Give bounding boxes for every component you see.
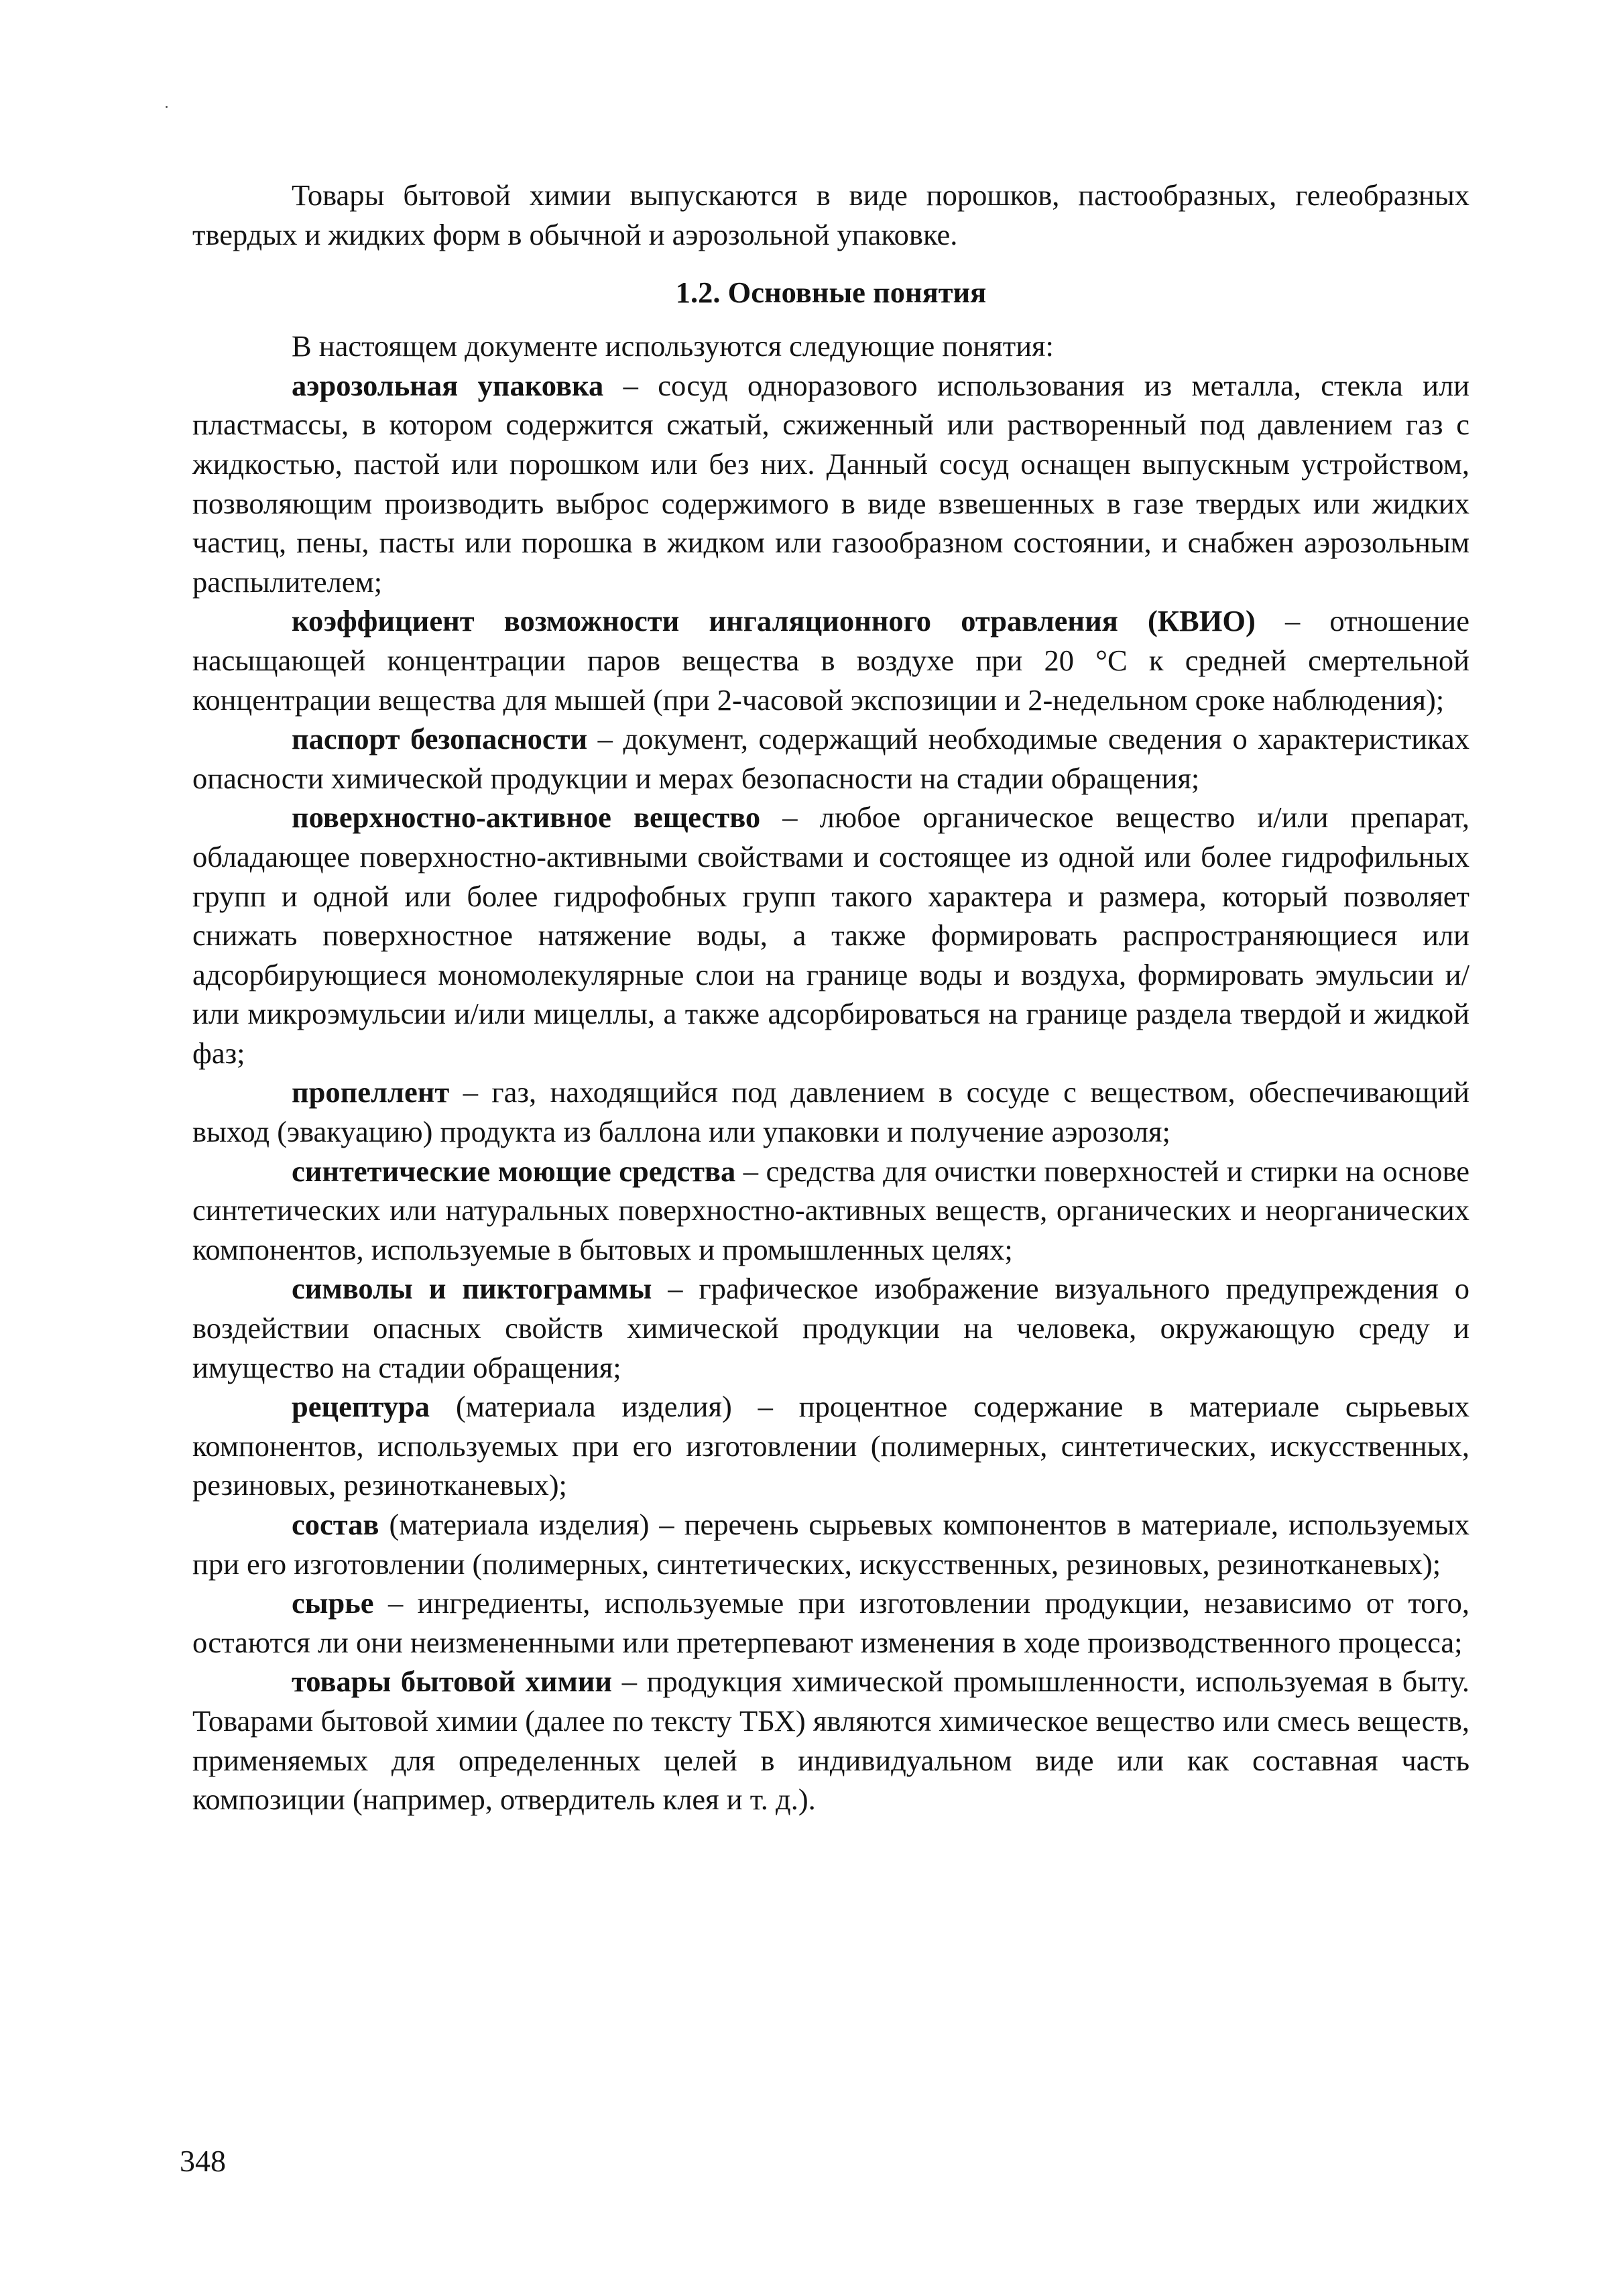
definition-text: – газ, находящийся под давлением в сосуде с веществом, обеспечивающий выход (эвакуацию) продукта из баллона или упаковки и получение аэрозоля;	[192, 1075, 1469, 1149]
definition-term: синтетические моющие средства	[292, 1154, 736, 1188]
definition-term: рецептура	[292, 1390, 430, 1424]
definition-text: – любое органическое вещество и/или препарат, обладающее поверхностно-активными свойствами и состоящее из одной или более гидрофильных групп и одной или более гидрофобных групп такого характера и размера, который позволяет снижать поверхностное натяжение воды, а также формировать распространяющиеся или адсорбирующиеся мономолекулярные слои на границе воды и воздуха, формировать эмульсии и/или микроэмульсии и/или мицеллы, а также адсорбироваться на границе раздела твердой и жидкой фаз;	[192, 800, 1469, 1070]
definition-text: – ингредиенты, используемые при изготовлении продукции, независимо от того, остаются ли они неизмененными или претерпевают изменения в ходе производственного процесса;	[192, 1586, 1469, 1659]
definition-text: (материала изделия) – перечень сырьевых компонентов в материале, используемых при его изготовлении (полимерных, синтетических, искусственных, резиновых, резинотканевых);	[192, 1508, 1469, 1581]
definition-paragraph	[192, 1583, 1469, 1662]
definition-text: – документ, содержащий необходимые сведения о характеристиках опасности химической продукции и мерах безопасности на стадии обращения;	[192, 722, 1469, 795]
definition-term: аэрозольная упаковка	[292, 368, 604, 402]
definition-text: – отношение насыщающей концентрации паров вещества в воздухе при 20 °С к средней смертельной концентрации вещества для мышей (при 2-часовой экспозиции и 2-недельном сроке наблюдения);	[192, 604, 1469, 717]
definition-paragraph	[192, 1269, 1469, 1387]
lead-paragraph: В настоящем документе используются следующие понятия:	[292, 329, 1054, 363]
definition-paragraph	[192, 798, 1469, 1073]
definition-term: поверхностно-активное вещество	[292, 800, 761, 835]
definition-text: (материала изделия) – процентное содержание в материале сырьевых компонентов, используемых при его изготовлении (полимерных, синтетических, искусственных, резиновых, резинотканевых);	[192, 1390, 1469, 1502]
definition-term: символы и пиктограммы	[292, 1272, 652, 1306]
definition-paragraph	[192, 1152, 1469, 1270]
definition-text: – продукция химической промышленности, используемая в быту. Товарами бытовой химии (далее по тексту ТБХ) являются химическое вещество или смесь веществ, применяемых для определенных целей в индивидуальном виде или как составная часть композиции (например, отвердитель клея и т. д.).	[192, 1665, 1469, 1817]
definition-paragraph	[192, 1073, 1469, 1151]
page-body	[192, 176, 1469, 1819]
definition-term: паспорт безопасности	[292, 722, 588, 756]
section-heading: 1.2. Основные понятия	[675, 276, 987, 310]
definition-paragraph	[192, 1505, 1469, 1583]
definition-term: товары бытовой химии	[292, 1665, 613, 1699]
definition-paragraph	[192, 1387, 1469, 1505]
definition-term: сырье	[292, 1586, 374, 1620]
intro-paragraph: Товары бытовой химии выпускаются в виде порошков, пастообразных, гелеобразных твердых и жидких форм в обычной и аэрозольной упаковке.	[192, 178, 1469, 251]
definition-text: – средства для очистки поверхностей и стирки на основе синтетических или натуральных поверхностно-активных веществ, органических и неорганических компонентов, используемые в бытовых и промышленных целях;	[192, 1154, 1469, 1266]
definition-paragraph	[192, 366, 1469, 602]
definition-term: пропеллент	[292, 1075, 450, 1109]
scan-speck	[166, 106, 168, 108]
page-number: 348	[180, 2144, 226, 2178]
definition-paragraph	[192, 1662, 1469, 1819]
definition-text: – графическое изображение визуального предупреждения о воздействии опасных свойств химической продукции на человека, окружающую среду и имущество на стадии обращения;	[192, 1272, 1469, 1384]
definition-paragraph	[192, 719, 1469, 798]
definition-paragraph	[192, 601, 1469, 719]
definition-term: состав	[292, 1508, 379, 1541]
definition-text: – сосуд одноразового использования из металла, стекла или пластмассы, в котором содержится сжатый, сжиженный или растворенный под давлением газ с жидкостью, пастой или порошком или без них. Данный сосуд оснащен выпускным устройством, позволяющим производить выброс содержимого в виде взвешенных в газе твердых или жидких частиц, пены, пасты или порошка в жидком или газообразном состоянии, и снабжен аэрозольным распылителем;	[192, 368, 1469, 599]
definition-term: коэффициент возможности ингаляционного отравления (КВИО)	[292, 604, 1256, 638]
